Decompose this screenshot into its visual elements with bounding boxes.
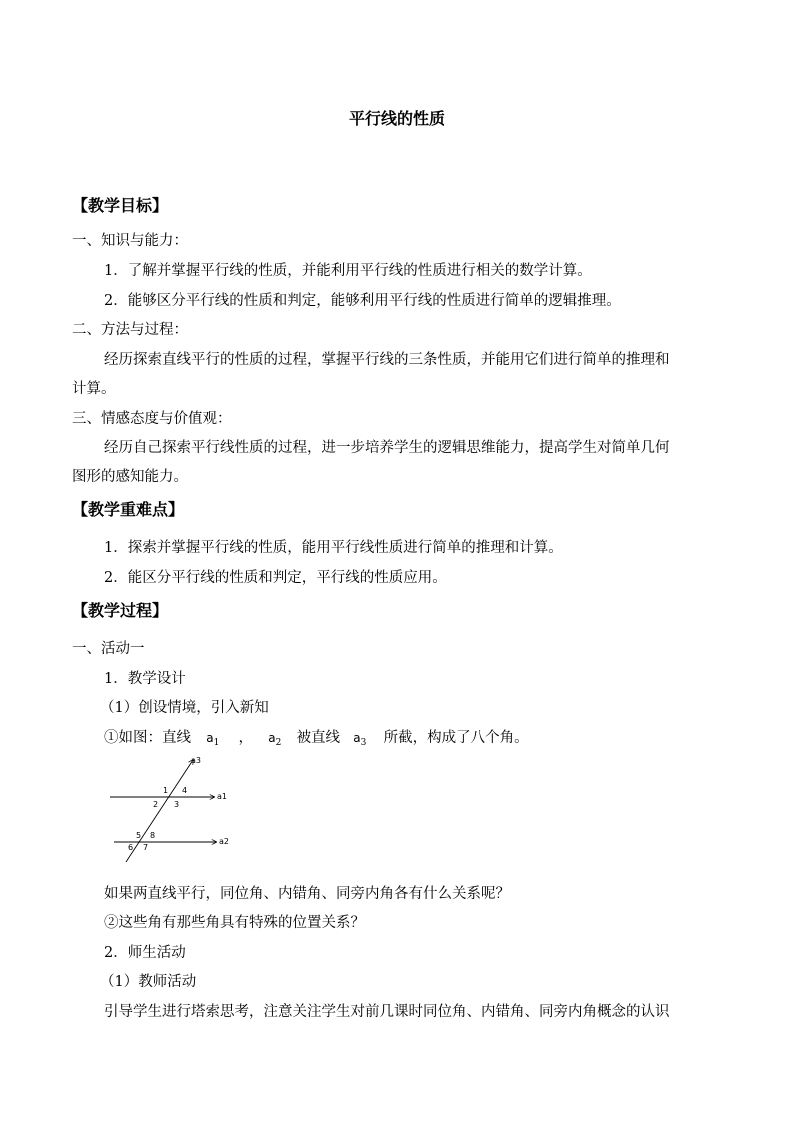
label-a1: a1 <box>217 792 227 801</box>
page-title: 平行线的性质 <box>348 109 445 128</box>
var-a3-sub: 3 <box>360 738 367 748</box>
angle-label-8: 8 <box>150 831 156 840</box>
angle-label-7: 7 <box>143 843 149 852</box>
figure-intro <box>104 728 529 750</box>
var-a3: a <box>353 731 361 745</box>
parallel-lines-diagram <box>100 755 240 865</box>
activity-1-label: 一、活动一 <box>72 641 145 657</box>
key-point-1: 1．探索并掌握平行线的性质，能用平行线性质进行简单的推理和计算。 <box>104 540 563 556</box>
emotion-text-1: 经历自己探索平行线性质的过程，进一步培养学生的逻辑思维能力，提高学生对简单几何 <box>104 440 670 456</box>
figure-intro-middle: 被直线 <box>296 730 341 746</box>
var-a2-sub: 2 <box>275 738 282 748</box>
angle-label-1: 1 <box>163 786 169 795</box>
figure-intro-prefix: ①如图：直线 <box>104 730 191 746</box>
label-a3: a3 <box>191 756 201 765</box>
figure-intro-comma: ， <box>238 730 254 746</box>
section-heading-objectives: 【教学目标】 <box>72 196 169 215</box>
angle-label-6: 6 <box>128 843 134 852</box>
method-text-2: 计算。 <box>72 381 116 397</box>
angle-label-3: 3 <box>174 800 180 809</box>
activity-2-label: 2．师生活动 <box>104 945 186 961</box>
section-heading-process: 【教学过程】 <box>72 601 169 620</box>
teacher-text: 引导学生进行塔索思考，注意关注学生对前几课时同位角、内错角、同旁内角概念的认识 <box>104 1004 670 1020</box>
knowledge-item-2: 2．能够区分平行线的性质和判定，能够利用平行线的性质进行简单的逻辑推理。 <box>104 293 621 309</box>
key-point-2: 2．能区分平行线的性质和判定，平行线的性质应用。 <box>104 570 447 586</box>
var-a1: a <box>206 731 214 745</box>
question-1: 如果两直线平行，同位角、内错角、同旁内角各有什么关系呢？ <box>104 886 510 902</box>
label-a2: a2 <box>219 837 229 846</box>
angle-label-4: 4 <box>182 786 188 795</box>
figure-intro-suffix: 所截，构成了八个角。 <box>383 730 529 746</box>
var-a1-sub: 1 <box>213 738 220 748</box>
emotion-text-2: 图形的感知能力。 <box>72 469 188 485</box>
knowledge-label: 一、知识与能力： <box>72 233 188 249</box>
angle-label-5: 5 <box>136 831 142 840</box>
design-label: 1．教学设计 <box>104 671 186 687</box>
question-2: ②这些角有那些角具有特殊的位置关系？ <box>104 915 365 931</box>
scene-label: （1）创设情境，引入新知 <box>100 700 269 716</box>
knowledge-item-1: 1．了解并掌握平行线的性质，并能利用平行线的性质进行相关的数学计算。 <box>104 263 592 279</box>
line-a3 <box>126 760 193 862</box>
section-heading-key-points: 【教学重难点】 <box>72 500 185 519</box>
teacher-label: （1）教师活动 <box>100 974 197 990</box>
angle-label-2: 2 <box>153 800 159 809</box>
method-text-1: 经历探索直线平行的性质的过程，掌握平行线的三条性质，并能用它们进行简单的推理和 <box>104 352 670 368</box>
emotion-label: 三、情感态度与价值观： <box>72 411 232 427</box>
method-label: 二、方法与过程： <box>72 322 188 338</box>
var-a2: a <box>268 731 276 745</box>
